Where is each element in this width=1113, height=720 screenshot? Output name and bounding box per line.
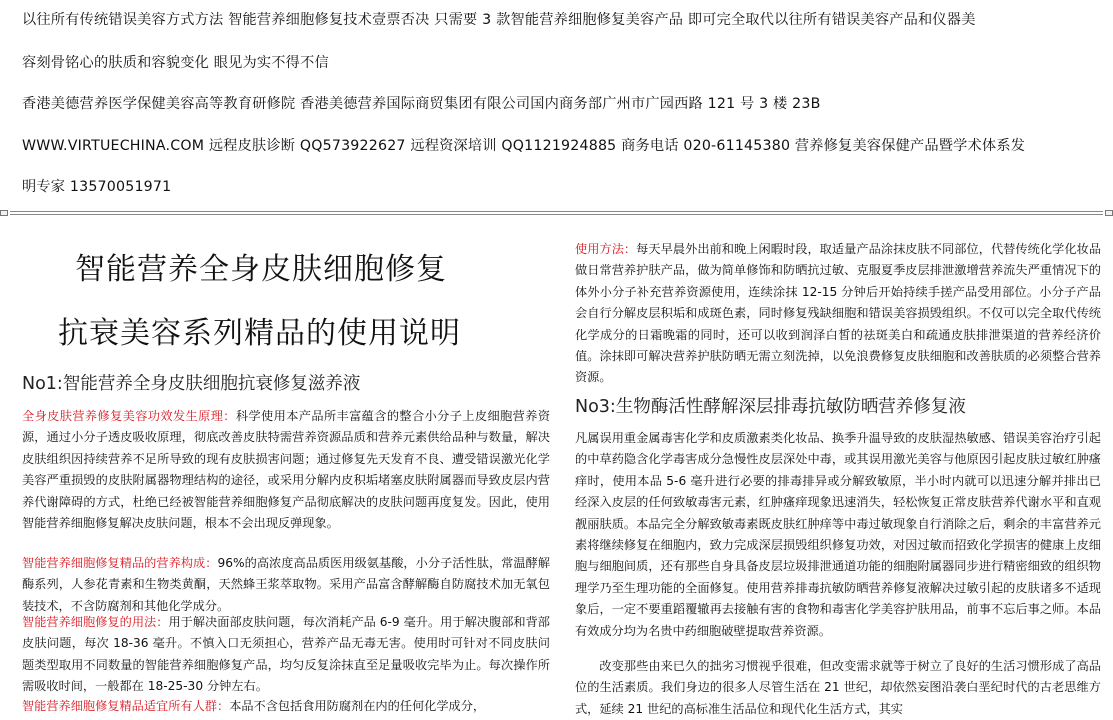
paragraph-principle (22, 406, 550, 534)
paragraph-label: 全身皮肤营养修复美容功效发生原理： (22, 409, 236, 423)
paragraph-label: 智能营养细胞修复精品的营养构成： (22, 556, 218, 570)
paragraph-text: 用于解决面部皮肤问题，每次消耗产品 6-9 毫升。用于解决腹部和背部皮肤问题，每次 18-36 毫升。不慎入口无须担心，营养产品无毒无害。使用时可针对不同皮肤问题类型取用不同数量的智能营养细胞修复产品，均匀反复涂抹直至足量吸收完毕为止。每次操作所需吸收时间，一般都在 18-25-30 分钟左右。 (22, 615, 550, 694)
paragraph-text: 96%的高浓度高品质医用级氨基酸，小分子活性肽，常温酵解酶系列，人参花青素和生物类黄酮，天然蜂王浆萃取物。采用产品富含酵解酶自防腐技术加无氧包装技术，不含防腐剂和其他化学成分。 (22, 556, 551, 613)
paragraph-text: 科学使用本产品所丰富蕴含的整合小分子上皮细胞营养资源，通过小分子透皮吸收原理，彻底改善皮肤特需营养资源品质和营养元素供给品种与数量，解决皮肤组织因持续营养不足所导致的现有皮肤损害问题；通过修复先天发育不良、遭受错误激光化学美容严重损毁的皮肤附属器物理结构的途径，或采用分解内皮积垢堵塞皮肤附属器而导致皮层内营养代谢障碍的方式，杜绝已经被智能营养细胞修复产品彻底解决的皮肤问题再度复发。因此，使用智能营养细胞修复解决皮肤问题，根本不会出现反弹现象。 (22, 409, 551, 531)
doc-title-line-1: 智能营养全身皮肤细胞修复 (75, 252, 447, 287)
paragraph-detox: 凡属误用重金属毒害化学和皮质激素类化妆品、换季升温导致的皮肤湿热敏感、错误美容治疗引起的中草药隐含化学毒害成分急慢性皮层深处中毒，或其误用激光美容与他原因引起皮肤过敏红肿瘙痒时，使用本品 5-6 毫升进行必要的排毒排异或分解致敏原，半小时内就可以迅速分解并排出已经深入皮层的任何致敏毒害元素，红肿瘙痒现象迅速消失，轻松恢复正常皮肤营养代谢水平和直观靓丽肤质。本品完全分解致敏毒素既皮肤红肿痒等中毒过敏现象自行消除之后，剩余的丰富营养元素将继续修复在细胞内，致力完成深层损毁组织修复功效，对因过敏而招致化学损害的健康上皮细胞与细胞间质，还有那些自身具备皮层垃圾排泄通道功能的细胞附属器同步进行精密细致的组织物理学乃至生理功能的全面修复。使用营养排毒抗敏防晒营养修复液解决过敏引起的皮肤诸多不适现象后，一定不要重蹈覆辙再去接触有害的食物和毒害化学美容护肤用品，前事不忘后事之师。本品有效成分均为名贵中药细胞破壁提取营养资源。 (575, 431, 1101, 638)
header-line-2: 容刻骨铭心的肤质和容貌变化 眼见为实不得不信 (22, 55, 329, 71)
section-heading-no1: No1:智能营养全身皮肤细胞抗衰修复滋养液 (22, 374, 361, 394)
header-line-4: WWW.VIRTUECHINA.COM 远程皮肤诊断 QQ573922627 远程资深培训 QQ1121924885 商务电话 020-61145380 营养修复美容保健产品暨学术体系发 (22, 138, 1026, 154)
paragraph-label: 智能营养细胞修复的用法： (22, 615, 169, 629)
paragraph-text: 每天早晨外出前和晚上闲暇时段，取适量产品涂抹皮肤不同部位，代替传统化学化妆品做日常营养护肤产品，做为简单修饰和防晒抗过敏、克服夏季皮层排泄激增营养流失严重情况下的体外小分子补充营养资源使用，连续涂抹 12-15 分钟后开始持续手搓产品受用部位。小分子产品会自行分解皮层积垢和成斑色素，同时修复残缺细胞和错误美容损毁组织。不仅可以完全取代传统化学成分的日霜晚霜的同时，还可以收到润泽白皙的祛斑美白和疏通皮肤排泄渠道的营养经济价值。涂抹即可解决营养护肤防晒无需立刻洗掉，以免浪费修复皮肤细胞和改善肤质的必须整合营养资源。 (575, 242, 1102, 385)
header-line-5: 明专家 13570051971 (22, 179, 172, 195)
page-divider (0, 210, 1113, 216)
header-line-1: 以往所有传统错误美容方式方法 智能营养细胞修复技术壹票否决 只需要 3 款智能营养细胞修复美容产品 即可完全取代以往所有错误美容产品和仪器美 (22, 12, 976, 28)
paragraph-habits: 改变那些由来已久的拙劣习惯视乎很难，但改变需求就等于树立了良好的生活习惯形成了高品位的生活素质。我们身边的很多人尽管生活在 21 世纪，却依然妄图沿袭白垩纪时代的古老思维方式，延续 21 世纪的高标准生活品位和现代化生活方式，其实 (575, 659, 1101, 716)
section-heading-no3: No3:生物酶活性酵解深层排毒抗敏防晒营养修复液 (575, 397, 966, 417)
paragraph-usage (22, 612, 550, 698)
doc-title-line-2: 抗衰美容系列精品的使用说明 (58, 316, 461, 351)
paragraph-suitable (22, 696, 550, 717)
paragraph-label: 智能营养细胞修复精品适宜所有人群： (22, 699, 230, 713)
paragraph-text: 本品不含包括食用防腐剂在内的任何化学成分， (229, 699, 486, 713)
divider-left-cap (0, 210, 8, 216)
header-line-3: 香港美德营养医学保健美容高等教育研修院 香港美德营养国际商贸集团有限公司国内商务部广州市广园西路 121 号 3 楼 23B (22, 96, 821, 112)
divider-right-cap (1105, 210, 1113, 216)
paragraph-label: 使用方法： (575, 242, 637, 256)
paragraph-method (575, 239, 1101, 389)
paragraph-composition (22, 553, 550, 617)
